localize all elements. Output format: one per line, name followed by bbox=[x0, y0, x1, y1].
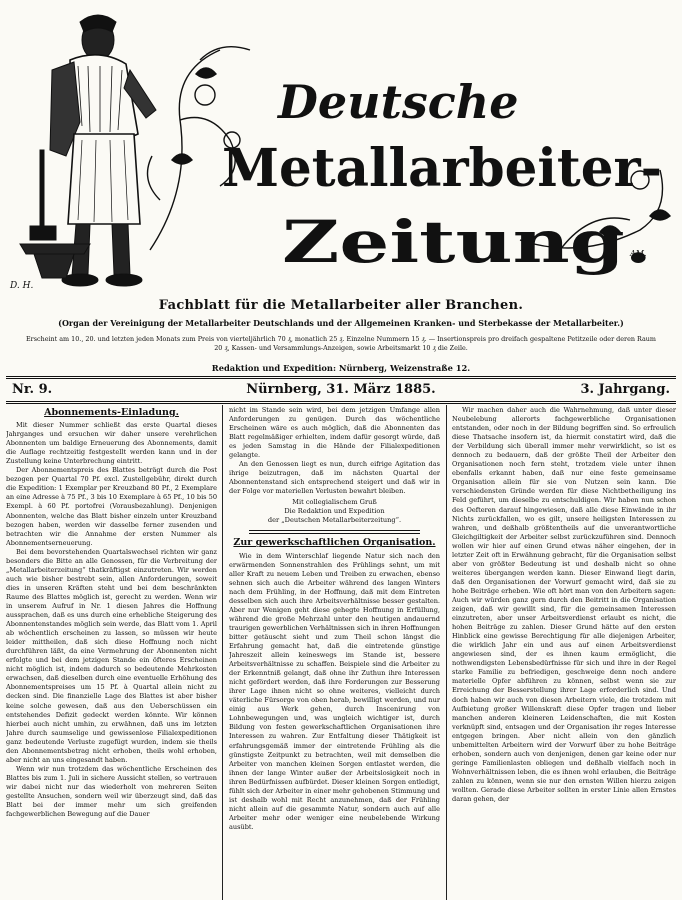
article-paragraph: Wenn wir nun trotzdem das wöchentliche Erscheinen des Blattes bis zum 1. Juli in sichere Aussicht stellen, so vertrauen wir dabei nicht nur das wiederholt von mehreren Seiten gestellte Ansuchen, sondern weil wir überzeugt sind, daß das Blatt bei der immer mehr um sich greifenden fachgewerblichen Bewegung auf die Dauer bbox=[6, 764, 217, 819]
editorial-address: Redaktion und Expedition: Nürnberg, Weizenstraße 12. bbox=[211, 363, 471, 373]
article-paragraph: Bei dem bevorstehenden Quartalswechsel richten wir ganz besonders die Bitte an alle Genossen, für die Verbreitung der „Metallarbeiterzeitung“ thatkräftigst einzutreten. Wir werden auch wie bisher bestrebt sein, allen Anforderungen, soweit dies in unseren Kräften steht und bei dem beschränkten Raume des Blattes möglich ist, gerecht zu werden. Wenn wir in unserem Aufruf in Nr. 1 diesen Jahres die Hoffnung aussprachen, daß es uns durch eine erhebliche Steigerung des Abonnentenstandes möglich sein werde, das Blatt vom 1. April ab wöchentlich erscheinen zu lassen, so müssen wir heute leider mittheilen, daß sich diese Hoffnung noch nicht durchführen läßt, da eine Vermehrung der Abonnenten nicht erfolgte und bei dem jetzigen Stande ein öfteres Erscheinen nicht möglich ist, indem dadurch so bedeutende Mehrkosten erwachsen, daß dieselben durch eine eventuelle Erhöhung des Abonnementspreises um 15 Pf. à Quartal allein nicht zu decken sind. Die finanzielle Lage des Blattes ist aber bisher keine solche gewesen, daß aus den Ueberschüssen ein entstehendes Defizit gedeckt werden könnte. Wir können hierbei auch nicht umhin, zu erwähnen, daß uns im letzten Jahre durch saumselige und gewissenlose Filialexpeditionen ganz bedeutende Verluste zugefügt wurden, indem sie theils den Abonnementsbetrag nicht erhoben, theils wohl erhoben, aber nicht an uns eingesandt haben. bbox=[6, 547, 217, 764]
header-rule-top bbox=[6, 376, 676, 379]
subtitle: Fachblatt für die Metallarbeiter aller Branchen. bbox=[158, 298, 524, 313]
greeting-line: Mit collegialischem Gruß bbox=[292, 498, 377, 507]
masthead-word-deutsche: Deutsche bbox=[278, 75, 519, 129]
column-3 bbox=[452, 406, 676, 900]
masthead-word-zeitung: Zeitung. bbox=[282, 208, 652, 276]
organ-line: (Organ der Vereinigung der Metallarbeiter Deutschlands und der Allgemeinen Kranken- und Sterbekasse der Metallarbeiter.) bbox=[58, 318, 624, 328]
masthead-word-metallarbeiter: Metallarbeiter- bbox=[222, 138, 662, 199]
article-paragraph: Wie in dem Winterschlaf liegende Natur sich nach den erwärmenden Sonnenstrahlen des Frühlings sehnt, um mit aller Kraft zu neuem Leben und Treiben zu erwachen, ebenso sehnen sich auch die Arbeiter während des langen Winters nach dem Frühling, in der Hoffnung, daß mit dem Eintreten desselben sich auch ihre Arbeitsverhältnisse besser gestalten. Aber nur Wenigen geht diese gehegte Hoffnung in Erfüllung, während die große Mehrzahl unter den heutigen andauernd traurigen gewerblichen Verhältnissen sich in ihren Hoffnungen bitter getäuscht sieht und zum Theil schon längst die Erfahrung gemacht hat, daß die eintretende günstige Jahreszeit allein keineswegs im Stande ist, bessere Arbeitsverhältnisse zu schaffen. Beispiele sind die Arbeiter zu der Erkenntniß gelangt, daß ohne ihr Zuthun ihre Interessen nicht gefördert werden, daß ihre Forderungen zur Besserung ihrer Lage ihnen nicht so ohne weiteres, vielleicht durch väterliche Fürsorge von oben herab, bewilligt werden, und nur einig aus Werk gehen, durch Inscenirung von Lohnbewegungen und, was ungleich wichtiger ist, durch Bildung von festen gewerkschaftlichen Organisationen ihre Interessen zu wahren. Zur Entfaltung dieser Thätigkeit ist erfahrungsgemäß immer der eintretende Frühling als die günstigste Zeitpunkt zu betrachten, weil mit demselben die Arbeiter von manchen kleinen Sorgen entlastet werden, die ihnen der lange Winter außer der Arbeitslosigkeit noch in ihren Bedürfnissen aufbürdet. Dieser kleinen Sorgen entledigt, fühlt sich der Arbeiter in einer mehr gehobenen Stimmung und ist deshalb wohl mit Recht anzunehmen, daß der Frühling nicht allein auf die gesammte Natur, sondern auch auf alle Arbeiter mehr oder weniger eine neubelebende Wirkung ausübt. bbox=[229, 551, 440, 831]
greeting-block bbox=[229, 498, 440, 525]
subscription-info bbox=[6, 335, 676, 354]
column-1 bbox=[6, 406, 217, 900]
article-paragraph: Wir machen daher auch die Wahrnehmung, daß unter dieser Neubelebung allerorts fachgewerbliche Organisationen entstanden, oder noch in der Bildung begriffen sind. So erfreulich diese Thatsache insofern ist, da hiermit constatirt wird, daß die der Verbildung sich überall immer mehr verwirklicht, so ist es dennoch zu bedauern, daß der größte Theil der Arbeiter den Organisationen noch fern steht, trotzdem viele unter ihnen ebenfalls erkannt haben, daß nur eine feste gemeinsame Organisation allein für sie von Nutzen sein kann. Die verschiedensten Gründe werden für diese Nichtbetheiligung ins Feld geführt, um dieselbe zu entschuldigen. Wir haben nun schon des Oefteren darauf hingewiesen, daß alle diese Einwände in ihr Nichts zurückfallen, wo es gilt, unsere heiligsten Interessen zu wahren, und deßhalb größtentheils auf die unverantwortliche Gleichgiltigkeit der Arbeiter selbst zurückzuführen sind. Dennoch wollen wir hier auf einen Grund etwas näher eingehen, der in letzter Zeit oft in Erwähnung gebracht, für die Organisation selbst aber von größter Bedeutung ist und deshalb nicht so ohne weiteres übergangen werden kann. Dieser Einwand liegt darin, daß den Organisationen der Vorwurf gemacht wird, daß sie zu hohe Beiträge erheben. Wie oft hört man von den Arbeitern sagen: Auch wir würden ganz gern durch den Beitritt in die Organisation zeigen, daß wir gewillt sind, für die gemeinsamen Interessen einzutreten, aber unser Arbeitsverdienst erlaubt es nicht, die hohen Beiträge zu zahlen. Dieser Grund hätte auf den ersten Hinblick eine gewisse Berechtigung für alle diejenigen Arbeiter, die wirklich Jahr ein und aus auf einen Arbeitsverdienst angewiesen sind, der es ihnen kaum ermöglicht, die nothwendigsten Lebensbedürfnisse für sich und ihre in der Regel starke Familie zu befriedigen, geschweige denn noch andere materielle Opfer abführen zu können, selbst wenn sie zur Erreichung der Besserstellung ihrer Lage erforderlich sind. Und doch haben wir auch von diesen Arbeitern viele, die trotzdem mit Aufbietung großer Willenskraft diese Opfer tragen und lieber manchen anderen kleineren Leidenschaften, die mit Kosten verknüpft sind, entsagen und der Organisation ihr reges Interesse entgegen bringen. Aber nicht allein von den gänzlich unbemittelten Arbeitern wird der Vorwurf über zu hohe Beiträge erhoben, sondern auch von denjenigen, denen gar keine oder nur geringe Familienlasten obliegen und deßhalb vielfach noch in Wohnverhältnissen leben, die es ihnen wohl erlauben, die Beiträge zahlen zu können, wenn sie nur den ernsten Willen hierzu zeigen wollten. Gerade diese Arbeiter sollten in erster Linie allen Ernstes daran gehen, der bbox=[452, 406, 676, 804]
article-paragraph: Mit dieser Nummer schließt das erste Quartal dieses Jahrganges und ersuchen wir daher unsere verehrlichen Abonnenten um baldige Erneuerung des Abonnements, damit die Auflage rechtzeitig festgestellt werden kann und in der Zustellung keine Unterbrechung eintritt. bbox=[6, 421, 217, 466]
issue-number: Nr. 9. bbox=[12, 382, 53, 397]
artist-signature-right: AM. bbox=[630, 249, 647, 258]
issue-date: Nürnberg, 31. März 1885. bbox=[246, 382, 436, 397]
column-separator bbox=[222, 405, 223, 900]
greeting-line: Die Redaktion und Expedition bbox=[284, 507, 385, 516]
blacksmith-figure bbox=[20, 15, 156, 286]
masthead bbox=[0, 0, 682, 292]
masthead-illustration bbox=[0, 0, 682, 292]
subscription-info-line: 20 ₰, Kassen- und Versammlungs-Anzeigen, sowie Arbeitsmarkt 10 ₰ die Zeile. bbox=[214, 344, 468, 353]
issue-row bbox=[6, 380, 676, 402]
article-paragraph: Der Abonnementspreis des Blattes beträgt durch die Post bezogen per Quartal 70 Pf. excl. Zustellgebühr, direkt durch die Expedition: 1 Exemplar per Kreuzband 80 Pf., 2 Exemplare an eine Adresse à 75 Pf., 3 bis 10 Exemplare à 65 Pf., 10 bis 50 Exempl. à 60 Pf. portofrei (Vorausbezahlung). Denjenigen Abonnenten, welche das Blatt bisher einzeln unter Kreuzband bezogen haben, werden wir dasselbe ferner zusenden und betrachten wir die Annahme der ersten Nummer als Abonnementserneuerung. bbox=[6, 466, 217, 547]
greeting-line: der „Deutschen Metallarbeiterzeitung“. bbox=[267, 516, 402, 525]
column-2 bbox=[229, 406, 440, 900]
section-rule bbox=[249, 530, 420, 534]
article-paragraph: nicht im Stande sein wird, bei dem jetzigen Umfange allen Anforderungen zu genügen. Durch das wöchentliche Erscheinen wäre es auch möglich, daß die Abonnenten das Blatt regelmäßiger erhielten, indem dafür gesorgt würde, daß es jeden Samstag in die Hände der Filialexpeditionen gelangte. bbox=[229, 406, 440, 460]
subscription-info-line: Erscheint am 10., 20. und letzten jeden Monats zum Preis von vierteljährlich 70 ₰, monatlich 25 ₰. Einzelne Nummern 15 ₰. — Insertionspreis pro dreifach gespaltene Petitzeile oder deren Raum bbox=[26, 335, 656, 343]
article-heading-abonnement: Abonnements-Einladung. bbox=[44, 407, 179, 418]
article-heading-organisation: Zur gewerkschaftlichen Organisation. bbox=[233, 537, 436, 549]
artist-signature-left: D. H. bbox=[10, 281, 34, 291]
issue-year: 3. Jahrgang. bbox=[580, 382, 670, 397]
article-paragraph: An den Genossen liegt es nun, durch eifrige Agitation das ihrige beizutragen, daß im nächsten Quartal der Abonnentenstand sich entsprechend steigert und daß wir in der Folge vor materiellen Verlusten bewahrt bleiben. bbox=[229, 460, 440, 496]
header-rule-bottom bbox=[6, 401, 676, 404]
column-separator bbox=[446, 405, 447, 900]
